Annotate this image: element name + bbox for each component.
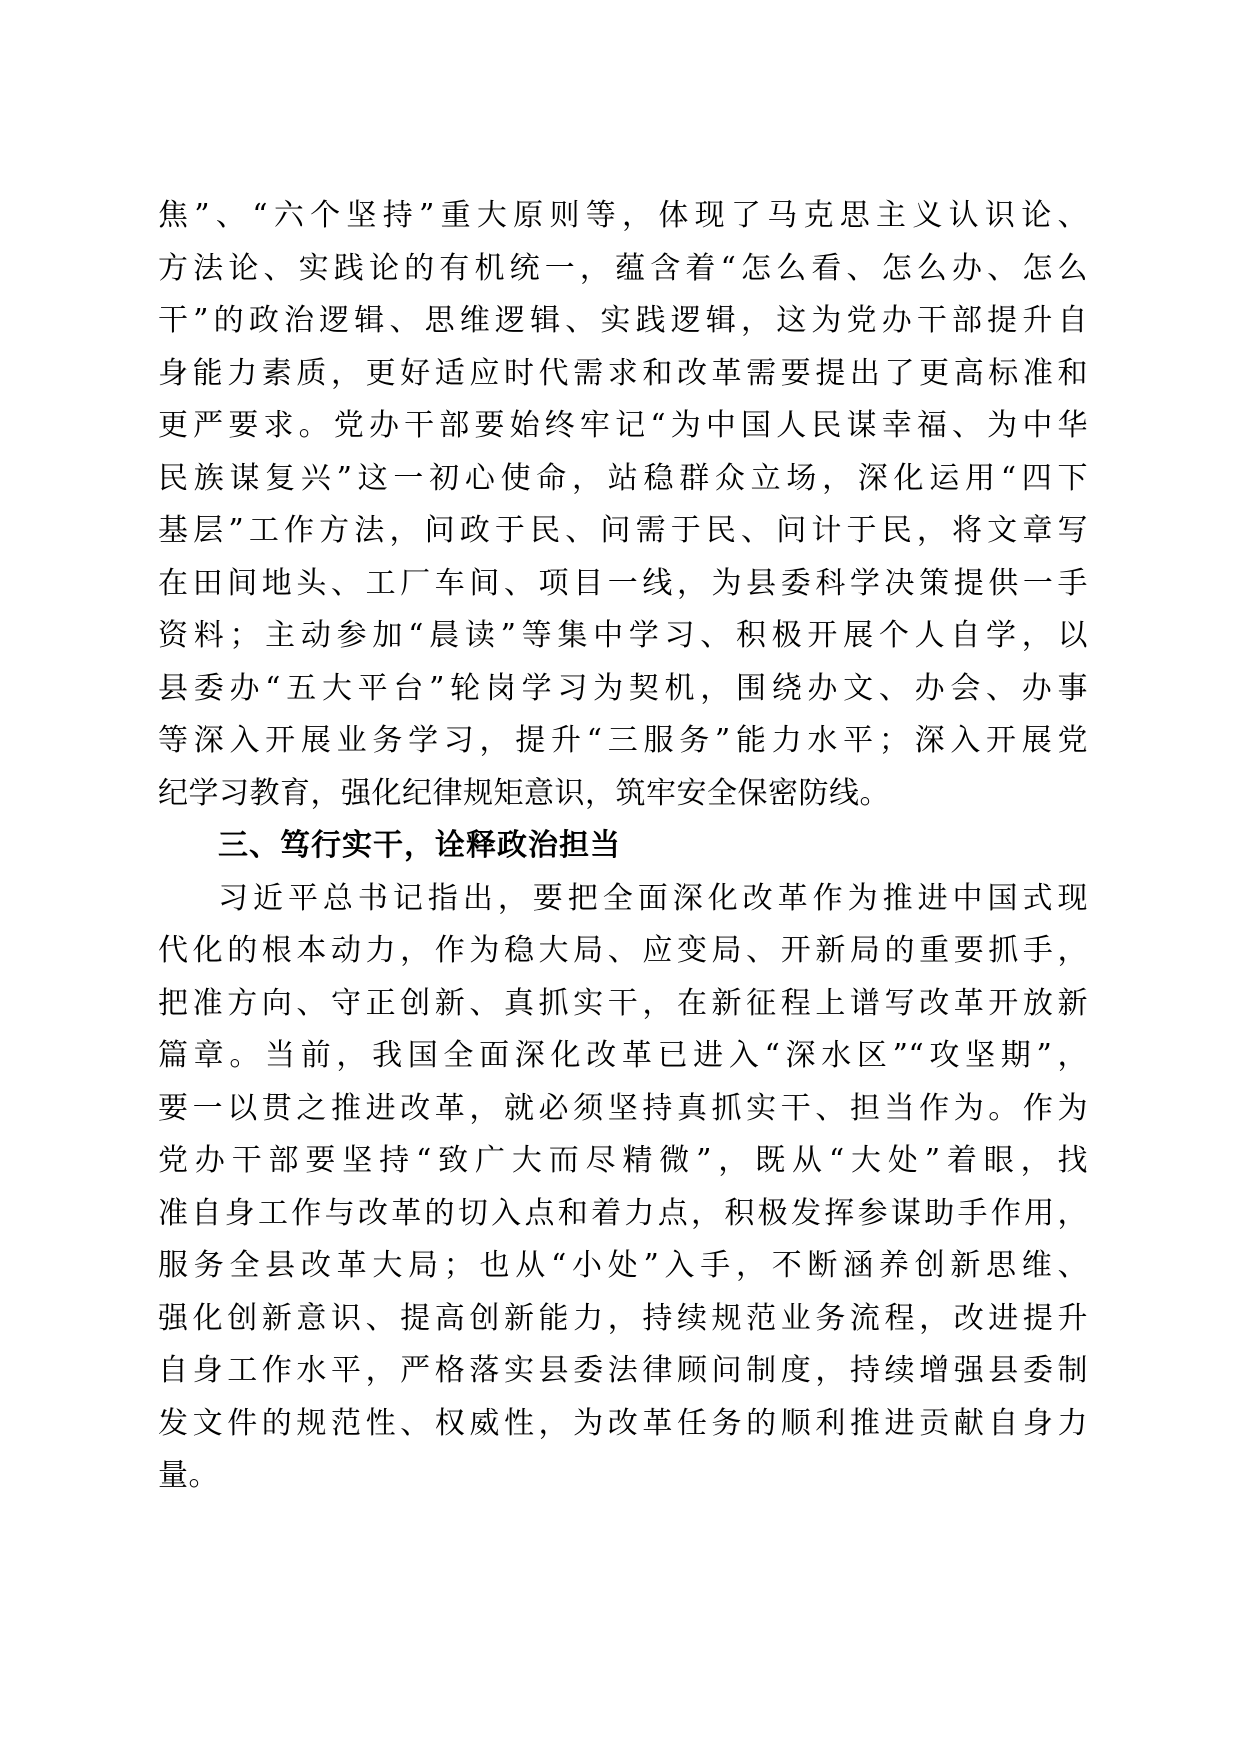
paragraph-line: 身能力素质，更好适应时代需求和改革需要提出了更高标准和: [158, 355, 1088, 391]
paragraph-line: 民族谋复兴”这一初心使命，站稳群众立场，深化运用“四下: [158, 460, 1088, 496]
paragraph-line: 自身工作水平，严格落实县委法律顾问制度，持续增强县委制: [158, 1353, 1088, 1388]
paragraph-line: 资料；主动参加“晨读”等集中学习、积极开展个人自学，以: [158, 618, 1088, 653]
paragraph-2: [158, 873, 1088, 1503]
paragraph-line: 方法论、实践论的有机统一，蕴含着“怎么看、怎么办、怎么: [158, 250, 1088, 286]
paragraph-line: 代化的根本动力，作为稳大局、应变局、开新局的重要抓手，: [158, 933, 1088, 968]
section-heading: 三、笃行实干，诠释政治担当: [218, 828, 621, 863]
paragraph-line: 习近平总书记指出，要把全面深化改革作为推进中国式现: [218, 880, 1088, 916]
paragraph-line: 量。: [158, 1458, 219, 1493]
paragraph-line: 干”的政治逻辑、思维逻辑、实践逻辑，这为党办干部提升自: [158, 303, 1088, 338]
document-body: [158, 190, 1088, 1503]
paragraph-line: 准自身工作与改革的切入点和着力点，积极发挥参谋助手作用，: [158, 1195, 1088, 1231]
paragraph-1: [158, 190, 1088, 820]
paragraph-line: 发文件的规范性、权威性，为改革任务的顺利推进贡献自身力: [158, 1405, 1088, 1441]
paragraph-line: 基层”工作方法，问政于民、问需于民、问计于民，将文章写: [158, 513, 1088, 548]
paragraph-line: 在田间地头、工厂车间、项目一线，为县委科学决策提供一手: [158, 565, 1088, 601]
paragraph-line: 要一以贯之推进改革，就必须坚持真抓实干、担当作为。作为: [158, 1090, 1088, 1126]
paragraph-line: 更严要求。党办干部要始终牢记“为中国人民谋幸福、为中华: [158, 408, 1088, 443]
paragraph-line: 县委办“五大平台”轮岗学习为契机，围绕办文、办会、办事: [158, 670, 1088, 706]
paragraph-line: 把准方向、守正创新、真抓实干，在新征程上谱写改革开放新: [158, 985, 1088, 1021]
paragraph-line: 纪学习教育，强化纪律规矩意识，筑牢安全保密防线。: [158, 775, 890, 811]
paragraph-line: 服务全县改革大局；也从“小处”入手，不断涵养创新思维、: [158, 1248, 1088, 1283]
paragraph-line: 焦”、“六个坚持”重大原则等，体现了马克思主义认识论、: [158, 198, 1088, 233]
paragraph-line: 篇章。当前，我国全面深化改革已进入“深水区”“攻坚期”，: [158, 1038, 1088, 1073]
paragraph-line: 强化创新意识、提高创新能力，持续规范业务流程，改进提升: [158, 1300, 1088, 1336]
paragraph-line: 党办干部要坚持“致广大而尽精微”，既从“大处”着眼，找: [158, 1143, 1088, 1178]
paragraph-line: 等深入开展业务学习，提升“三服务”能力水平；深入开展党: [158, 723, 1088, 758]
